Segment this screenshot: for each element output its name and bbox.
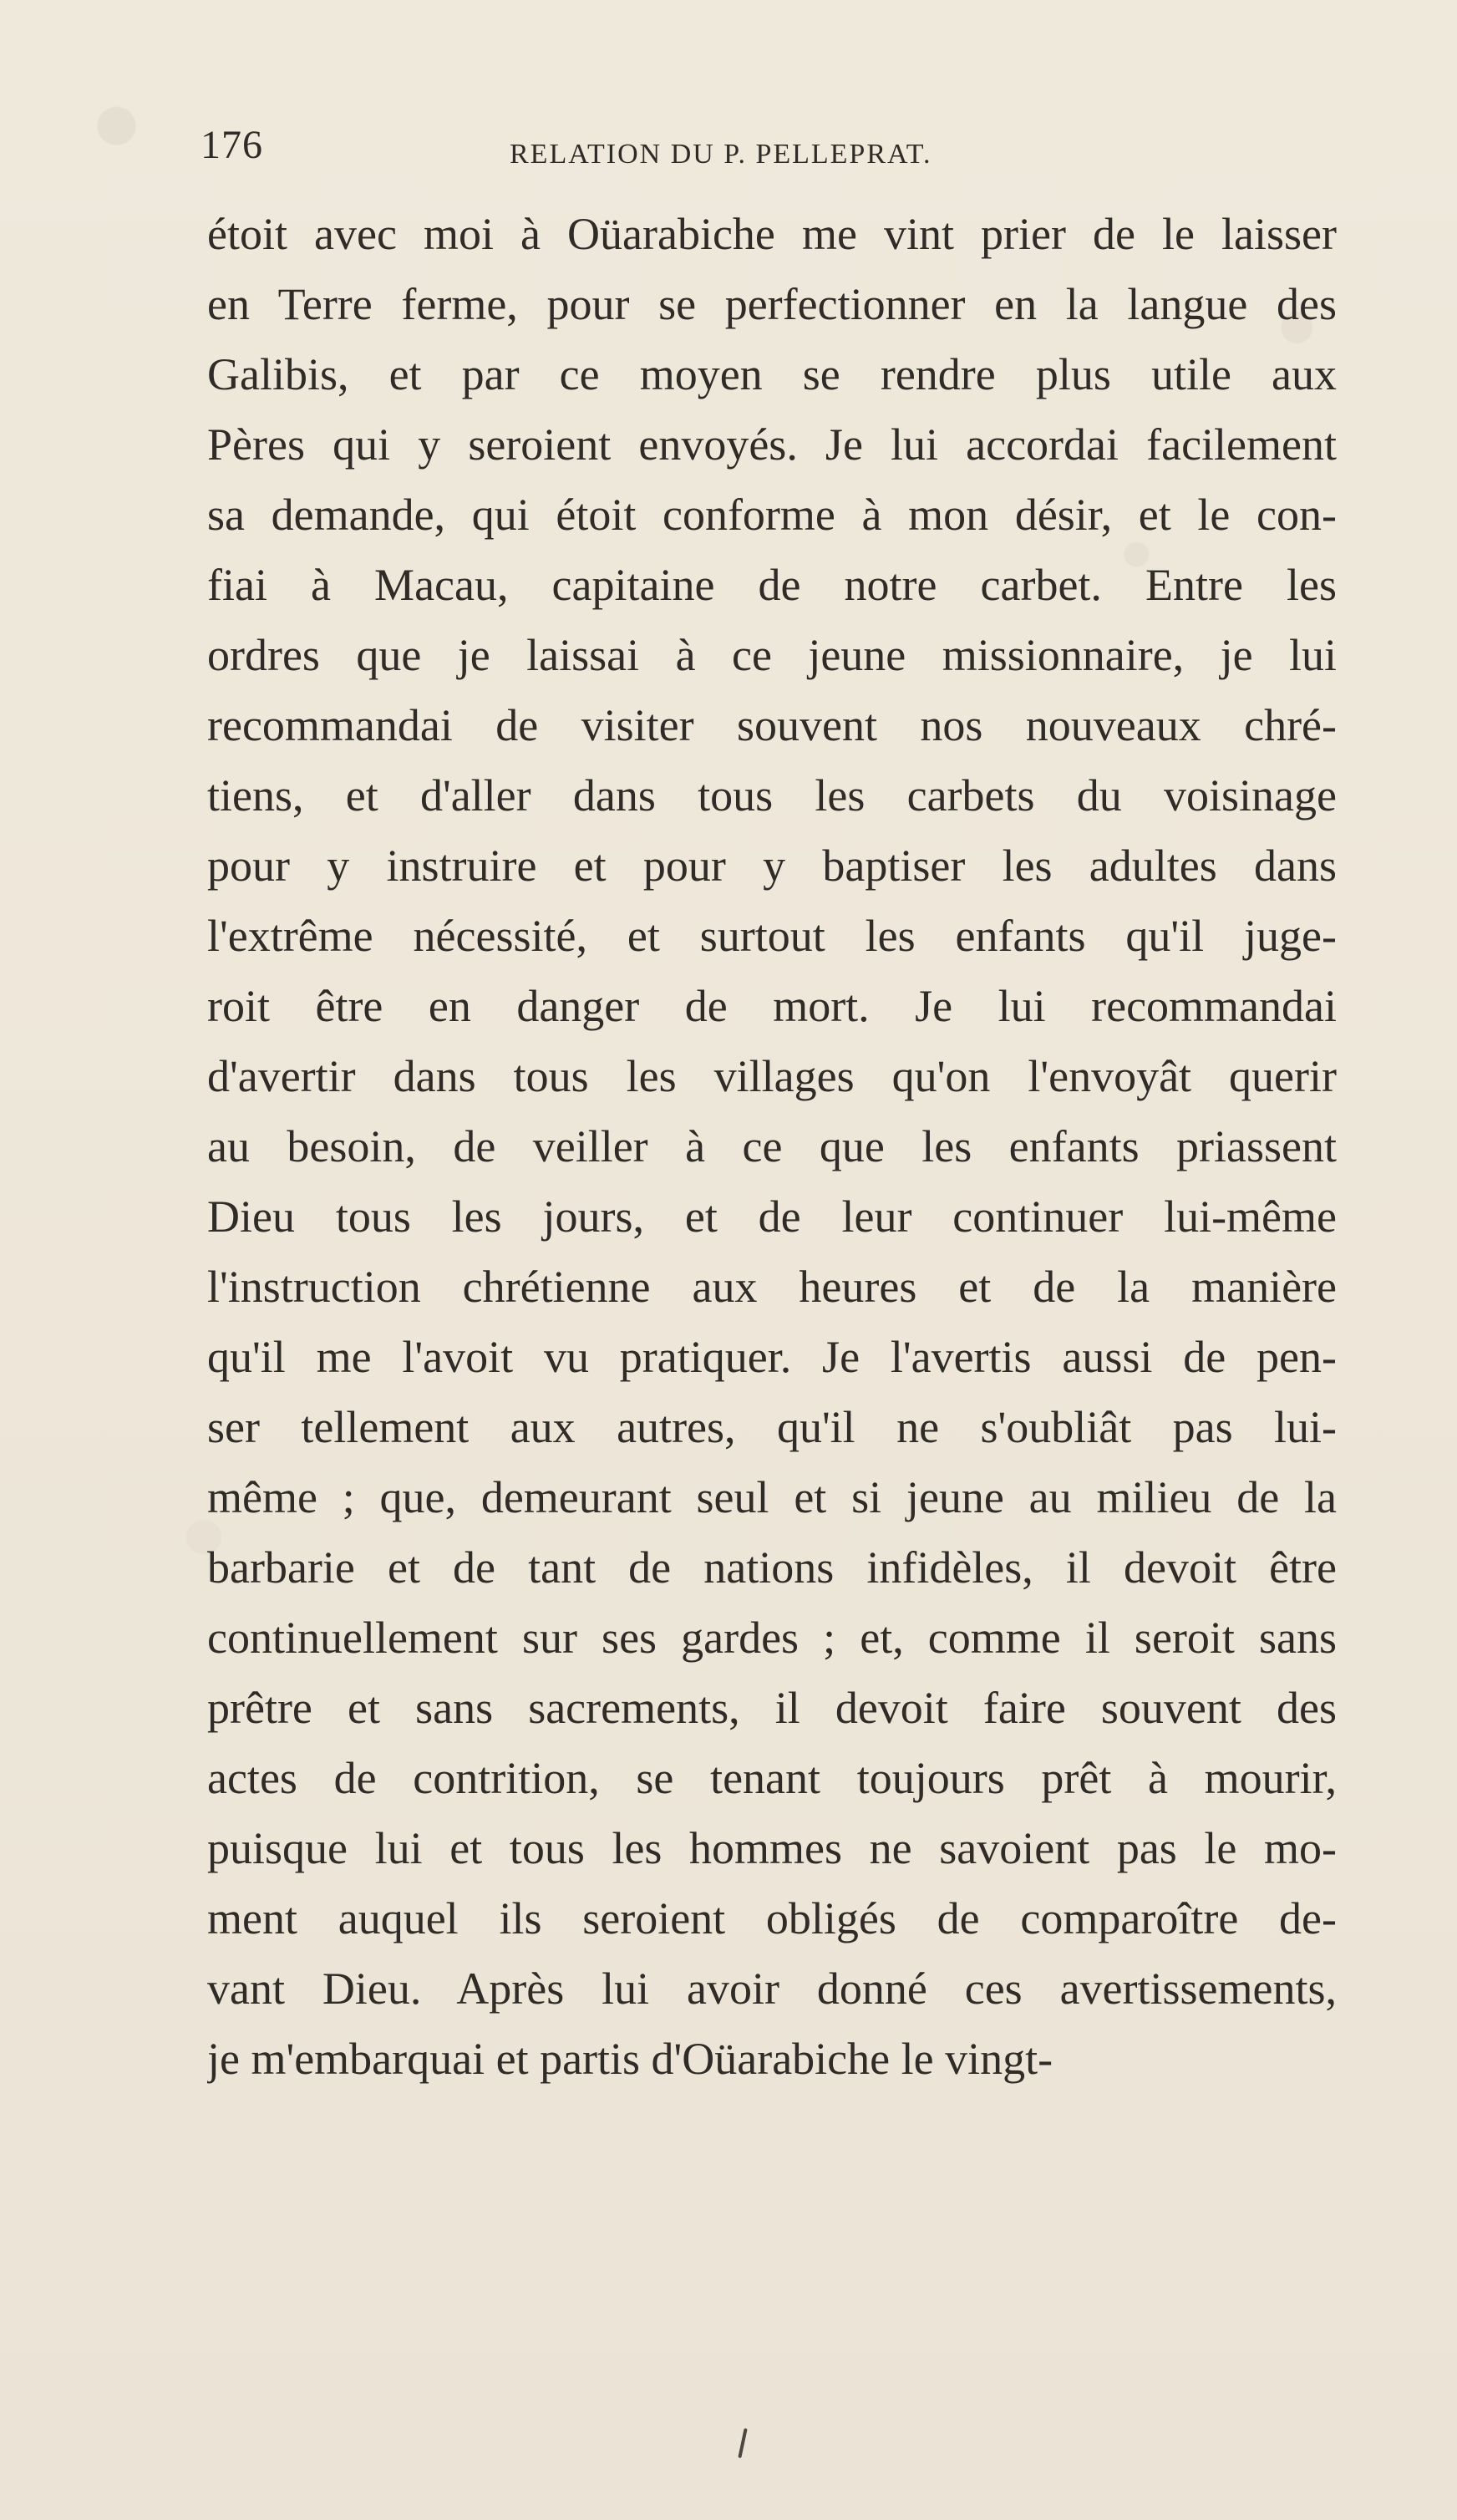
text-line: même ; que, demeurant seul et si jeune au milieu de la [207,1472,1337,1522]
body-text [207,199,1337,2094]
text-line: étoit avec moi à Oüarabiche me vint prier de le laisser [207,209,1337,259]
text-line: vant Dieu. Après lui avoir donné ces avertissements, [207,1964,1337,2014]
text-line: Pères qui y seroient envoyés. Je lui accordai facilement [207,419,1337,470]
page-number: 176 [201,123,263,167]
text-line: Dieu tous les jours, et de leur continuer lui-même [207,1191,1337,1242]
text-line: roit être en danger de mort. Je lui recommandai [207,981,1337,1031]
text-line: ser tellement aux autres, qu'il ne s'oubliât pas lui- [207,1402,1337,1452]
text-line: ment auquel ils seroient obligés de comparoître de- [207,1893,1337,1943]
text-line: je m'embarquai et partis d'Oüarabiche le vingt- [207,2034,1053,2084]
ink-mark [738,2428,747,2458]
text-line: sa demande, qui étoit conforme à mon désir, et le con- [207,490,1337,540]
text-line: actes de contrition, se tenant toujours prêt à mourir, [207,1753,1337,1803]
text-line: barbarie et de tant de nations infidèles, il devoit être [207,1542,1337,1593]
text-line: au besoin, de veiller à ce que les enfants priassent [207,1121,1337,1171]
text-line: ordres que je laissai à ce jeune missionnaire, je lui [207,630,1337,680]
text-line: tiens, et d'aller dans tous les carbets du voisinage [207,770,1337,821]
text-line: en Terre ferme, pour se perfectionner en la langue des [207,279,1337,329]
text-line: recommandai de visiter souvent nos nouveaux chré- [207,700,1337,750]
text-line: puisque lui et tous les hommes ne savoient pas le mo- [207,1823,1337,1873]
text-line: qu'il me l'avoit vu pratiquer. Je l'avertis aussi de pen- [207,1332,1337,1382]
running-head: RELATION DU P. PELLEPRAT. [510,139,932,170]
text-line: l'instruction chrétienne aux heures et de la manière [207,1262,1337,1312]
page-header [201,125,1337,184]
text-line: continuellement sur ses gardes ; et, comme il seroit sans [207,1613,1337,1663]
text-line: Galibis, et par ce moyen se rendre plus utile aux [207,349,1337,399]
text-line: pour y instruire et pour y baptiser les adultes dans [207,841,1337,891]
text-line: d'avertir dans tous les villages qu'on l'envoyât querir [207,1051,1337,1101]
text-line: l'extrême nécessité, et surtout les enfants qu'il juge- [207,911,1337,961]
text-line: prêtre et sans sacrements, il devoit faire souvent des [207,1683,1337,1733]
text-line: fiai à Macau, capitaine de notre carbet. Entre les [207,560,1337,610]
